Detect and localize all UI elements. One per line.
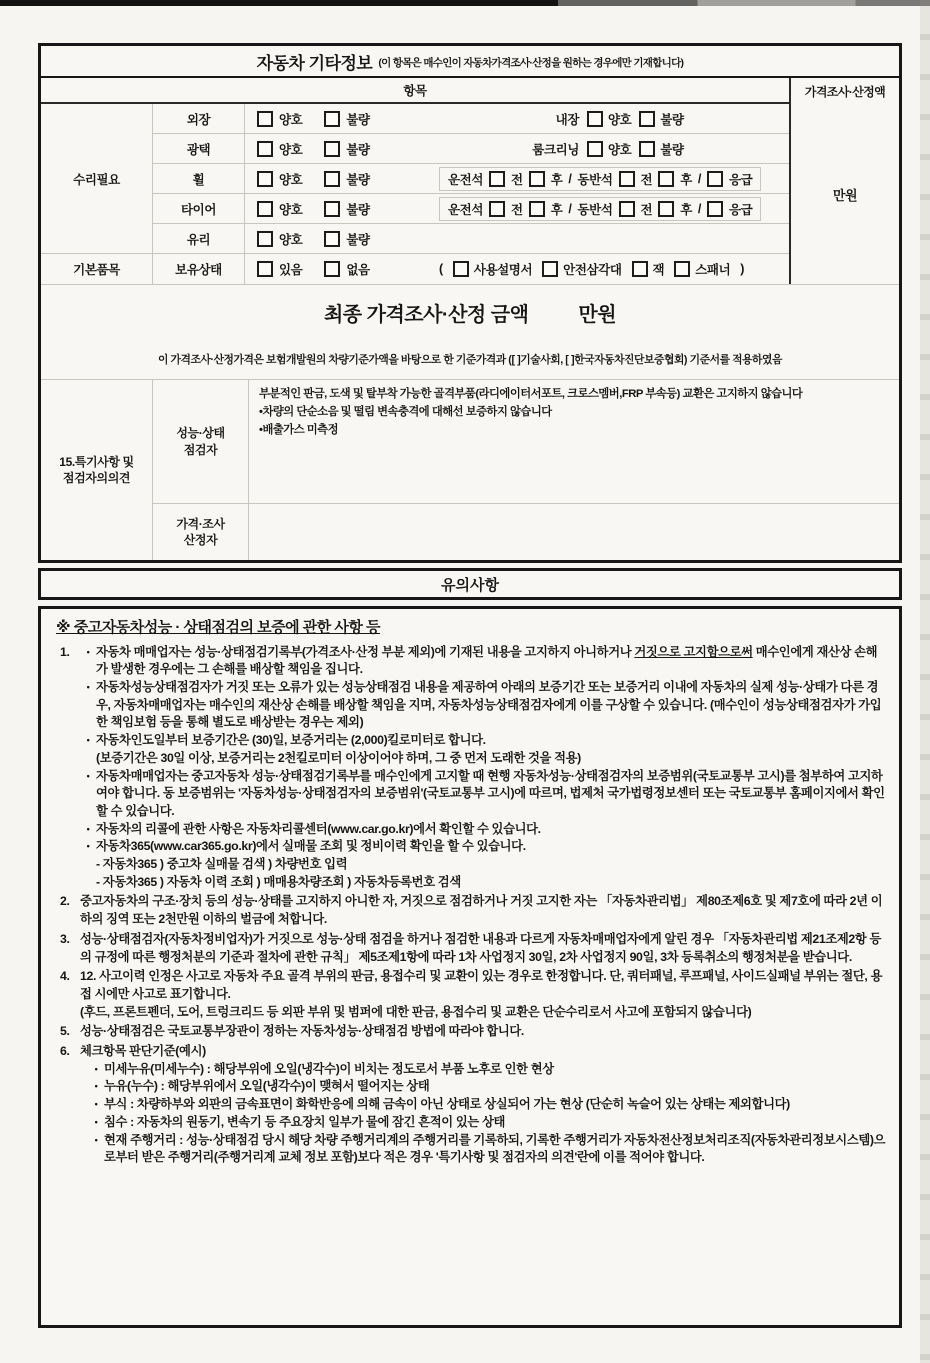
inspector-opinion-line: •배출가스 미측정 bbox=[259, 424, 338, 437]
checkbox-tire-bad bbox=[324, 201, 340, 217]
price-unit: 만원 bbox=[832, 187, 858, 203]
appraiser-label-line2: 산정자 bbox=[183, 533, 218, 547]
scan-edge-noise bbox=[920, 0, 930, 1363]
item-number: 6. bbox=[60, 1044, 70, 1059]
wheel-seat-options bbox=[439, 167, 761, 191]
table-title: 자동차 기타정보 bbox=[256, 53, 373, 73]
special-notes-row-label-line2: 점검자의의견 bbox=[62, 471, 131, 485]
bullet-text-underlined: 거짓으로 고지함으로써 bbox=[634, 644, 753, 659]
caution-bullet bbox=[80, 644, 886, 679]
inspector-opinion-line: 부분적인 판금, 도색 및 탈부착 가능한 골격부품(라디에이터서포트, 크로스멤버,FRP 부속등) 교환은 고지하지 않습니다 bbox=[259, 388, 803, 400]
table-title-row bbox=[41, 46, 899, 78]
caution-item-2 bbox=[54, 893, 886, 928]
row-options-exterior bbox=[245, 104, 789, 134]
option-label-bad: 불량 bbox=[346, 112, 370, 127]
seat-rear-label: 후 bbox=[680, 202, 692, 217]
bullet-icon: • bbox=[94, 1099, 98, 1110]
basic-item-spanner: 스패너 bbox=[695, 263, 731, 277]
checkbox-tire-emergency bbox=[707, 201, 723, 217]
checkbox-wheel-driver-front bbox=[489, 171, 505, 187]
checkbox-glass-good bbox=[257, 231, 273, 247]
seat-passenger-label: 동반석 bbox=[577, 202, 613, 217]
caution-heading bbox=[56, 617, 886, 639]
checkbox-tire-passenger-front bbox=[619, 201, 635, 217]
seat-driver-label: 운전석 bbox=[448, 172, 484, 187]
seat-passenger-label: 동반석 bbox=[577, 172, 613, 187]
bullet-icon: • bbox=[86, 735, 90, 746]
caution-bullet bbox=[80, 838, 886, 891]
checkbox-manual bbox=[453, 261, 469, 277]
checkbox-wheel-emergency bbox=[707, 171, 723, 187]
caution-bullet bbox=[80, 821, 886, 839]
slash-separator: / bbox=[697, 171, 701, 186]
bullet-text-part: 자동차인도일부터 보증기간은 (30)일, 보증거리는 (2,000)킬로미터로 합니다. bbox=[96, 733, 486, 748]
caution-bullet bbox=[80, 679, 886, 732]
row-label-holding: 보유상태 bbox=[153, 254, 245, 284]
checkbox-holding-have bbox=[257, 261, 273, 277]
document-sheet bbox=[38, 43, 902, 1328]
row-options-holding bbox=[245, 254, 789, 284]
checkbox-wheel-bad bbox=[324, 171, 340, 187]
inspector-opinion-cell bbox=[249, 380, 899, 504]
checkbox-safety-triangle bbox=[542, 261, 558, 277]
option-label-good: 양호 bbox=[279, 172, 303, 187]
item-text: 성능·상태점검은 국토교통부장관이 정하는 자동차성능·상태점검 방법에 따라야 합니다. bbox=[80, 1024, 524, 1039]
inspector-label-line1: 성능·상태 bbox=[176, 426, 225, 441]
caution-item-5 bbox=[54, 1023, 886, 1041]
caution-bullet bbox=[80, 768, 886, 821]
slash-separator: / bbox=[697, 201, 701, 216]
bullet-text-part: 자동차 매매업자는 성능·상태점검기록부(가격조사·산정 부분 제외)에 기재된 내용을 고지하지 아니하거나 bbox=[96, 644, 635, 659]
item-text-part: 12. 사고이력 인정은 사고로 자동차 주요 골격 부위의 판금, 용접수리 및 교환이 있는 경우로 한정합니다. 단, 쿼터패널, 루프패널, 사이드실패널 부위는 절단, 용접 시에만 사고로 표기합니다. bbox=[80, 969, 883, 1001]
tire-seat-options bbox=[439, 197, 761, 221]
row-options-glass bbox=[245, 224, 789, 254]
car365-path-1: - 자동차365 ) 중고차 실매물 검색 ) 차량번호 입력 bbox=[96, 857, 348, 872]
column-header-item: 항목 bbox=[41, 78, 789, 104]
seat-rear-label: 후 bbox=[550, 172, 563, 187]
appraiser-label-line1: 가격·조사 bbox=[176, 516, 225, 531]
car365-path-2: - 자동차365 ) 자동차 이력 조회 ) 매매용차량조회 ) 자동차등록번호 검색 bbox=[96, 874, 461, 889]
row-options-polish bbox=[245, 134, 789, 164]
item-text: 중고자동차의 구조·장치 등의 성능·상태를 고지하지 아니한 자, 거짓으로 점검하거나 거짓 고지한 자는 「자동차관리법」 제80조제6호 및 제7호에 따라 2년 이하의 징역 또는 2천만원 이하의 벌금에 처합니다. bbox=[80, 894, 883, 927]
option-label-good: 양호 bbox=[279, 112, 303, 127]
item-number: 3. bbox=[60, 931, 70, 946]
item-number: 1. bbox=[60, 644, 70, 659]
row-label-polish: 광택 bbox=[153, 134, 245, 164]
checkbox-interior-good bbox=[587, 111, 603, 127]
row-label-interior: 내장 bbox=[555, 112, 579, 127]
bullet-icon: • bbox=[86, 770, 90, 781]
special-notes-row-label bbox=[41, 380, 153, 560]
bullet-text: 미세누유(미세누수) : 해당부위에 오일(냉각수)이 비치는 정도로서 부품 노후로 인한 현상 bbox=[104, 1061, 554, 1076]
column-header-price: 가격조사·산정액 bbox=[804, 84, 886, 99]
price-basis-note: 이 가격조사·산정가격은 보험개발원의 차량기준가액을 바탕으로 한 기준가격과 ([ ]기술사회, [ ]한국자동차진단보증협회) 기준서를 적용하였음 bbox=[157, 353, 782, 366]
option-label-good: 양호 bbox=[279, 142, 303, 157]
bullet-text: 자동차매매업자는 중고자동차 성능·상태점검기록부를 매수인에게 고지할 때 현행 자동차성능·상태점검자의 보증범위(국토교통부 고시)를 첨부하여 고지하여야 합니다. 동 보증범위는 '자동차성능·상태점검자의 보증범위'(국토교통부 고시)에 따르며, 법제처 국가법령정보센터 또는 국토교통부 홈페이지에서 확인할 수 있습니다. bbox=[96, 768, 885, 818]
caution-band bbox=[38, 568, 902, 600]
caution-item-3 bbox=[54, 931, 886, 966]
bullet-text-part: 매수인에게 재산상 손해가 발생한 경우에는 그 손해를 배상할 책임을 집니다. bbox=[96, 644, 878, 677]
bullet-icon: • bbox=[86, 841, 90, 852]
final-price-row bbox=[41, 284, 899, 339]
criteria-bullet bbox=[80, 1096, 886, 1114]
option-label-bad: 불량 bbox=[660, 112, 684, 127]
checkbox-wheel-driver-rear bbox=[529, 171, 545, 187]
checkbox-tire-good bbox=[257, 201, 273, 217]
option-label-good: 양호 bbox=[279, 202, 303, 217]
checkbox-exterior-bad bbox=[324, 111, 340, 127]
option-label-none: 없음 bbox=[346, 263, 370, 277]
checkbox-tire-driver-front bbox=[489, 201, 505, 217]
bullet-icon: • bbox=[86, 823, 90, 834]
seat-front-label: 전 bbox=[640, 202, 653, 217]
bullet-icon: • bbox=[94, 1116, 98, 1127]
row-label-room-cleaning: 룸크리닝 bbox=[532, 142, 579, 157]
seat-driver-label: 운전석 bbox=[448, 202, 484, 217]
bullet-icon: • bbox=[94, 1134, 98, 1145]
caution-item-1 bbox=[54, 644, 886, 892]
seat-rear-label: 후 bbox=[550, 202, 563, 217]
item-number: 4. bbox=[60, 969, 70, 984]
row-label-tire: 타이어 bbox=[153, 194, 245, 224]
inspector-label-line2: 점검자 bbox=[183, 442, 218, 457]
checkbox-grid bbox=[41, 78, 899, 284]
bullet-icon: • bbox=[94, 1081, 98, 1092]
caution-band-title: 유의사항 bbox=[441, 576, 499, 594]
checkbox-polish-good bbox=[257, 141, 273, 157]
caution-box bbox=[38, 606, 902, 1328]
item-number: 5. bbox=[60, 1024, 70, 1039]
row-label-glass: 유리 bbox=[153, 224, 245, 254]
seat-front-label: 전 bbox=[511, 202, 523, 217]
bullet-text: 부식 : 차량하부와 외판의 금속표면이 화학반응에 의해 금속이 아닌 상태로 상실되어 가는 현상 (단순히 녹슬어 있는 상태는 제외합니다) bbox=[104, 1097, 790, 1112]
final-price-unit: 만원 bbox=[578, 303, 617, 326]
item-text: 성능·상태점검자(자동차정비업자)가 거짓으로 성능·상태 점검을 하거나 점검한 내용과 다르게 자동차매매업자에게 알린 경우 「자동차관리법 제21조제2항 등의 규정에 따른 행정처분의 기준과 절차에 관한 규칙」 제5조제1항에 따라 1차 사업정지 30일, 2차 사업정지 90일, 3차 등록취소의 행정처분을 받습니다. bbox=[80, 931, 882, 964]
checkbox-tire-driver-rear bbox=[529, 201, 545, 217]
item-sub-note: (후드, 프론트펜더, 도어, 트렁크리드 등 외판 부위 및 범퍼에 대한 판금, 용접수리 및 교환은 단순수리로서 사고에 포함되지 않습니다) bbox=[80, 1004, 752, 1019]
bullet-text: 침수 : 자동차의 원동기, 변속기 등 주요장치 일부가 물에 잠긴 흔적이 있는 상태 bbox=[104, 1114, 506, 1129]
emergency-label: 응급 bbox=[728, 172, 753, 187]
group-label-repair-needed: 수리필요 bbox=[41, 104, 153, 254]
caution-bullet bbox=[80, 732, 886, 767]
bullet-icon: • bbox=[94, 1063, 98, 1074]
row-options-wheel bbox=[245, 164, 789, 194]
option-label-bad: 불량 bbox=[660, 142, 684, 157]
slash-separator: / bbox=[568, 171, 572, 186]
checkbox-polish-bad bbox=[324, 141, 340, 157]
checkbox-wheel-passenger-front bbox=[619, 171, 635, 187]
paren-close: ) bbox=[740, 262, 745, 276]
checkbox-wheel-passenger-rear bbox=[658, 171, 674, 187]
bullet-icon: • bbox=[86, 682, 90, 692]
basic-item-manual: 사용설명서 bbox=[473, 263, 533, 277]
inspector-label bbox=[153, 380, 249, 504]
inspector-opinion-line: •차량의 단순소음 및 떨림 변속충격에 대해선 보증하지 않습니다 bbox=[259, 406, 552, 419]
bullet-text: 현재 주행거리 : 성능·상태점검 당시 해당 차량 주행거리계의 주행거리를 기록하되, 기록한 주행거리가 자동차전산정보처리조직(자동차관리정보시스템)으로부터 받은 주행거리(주행거리계 교체 정보 포함)보다 적은 경우 '특기사항 및 점검자의 의견'란에 이를 적어야 합니다. bbox=[104, 1132, 886, 1165]
final-price-title: 최종 가격조사·산정 금액 bbox=[323, 303, 529, 326]
option-label-good: 양호 bbox=[279, 232, 303, 247]
special-notes-row-label-line1: 15.특기사항 및 bbox=[59, 454, 134, 469]
checkbox-room-cleaning-good bbox=[587, 141, 603, 157]
caution-item-4 bbox=[54, 968, 886, 1021]
checkbox-wheel-good bbox=[257, 171, 273, 187]
checkbox-holding-none bbox=[324, 261, 340, 277]
row-label-exterior: 외장 bbox=[153, 104, 245, 134]
criteria-bullet bbox=[80, 1061, 886, 1079]
price-column bbox=[789, 78, 899, 284]
scan-top-bar bbox=[0, 0, 930, 6]
checkbox-glass-bad bbox=[324, 231, 340, 247]
seat-rear-label: 후 bbox=[680, 172, 692, 187]
option-label-bad: 불량 bbox=[346, 142, 370, 157]
group-label-basic-items: 기본품목 bbox=[41, 254, 153, 284]
seat-front-label: 전 bbox=[640, 172, 653, 187]
emergency-label: 응급 bbox=[728, 202, 753, 217]
seat-front-label: 전 bbox=[511, 172, 523, 187]
option-label-good: 양호 bbox=[608, 112, 632, 127]
slash-separator: / bbox=[568, 201, 572, 216]
criteria-bullet bbox=[80, 1132, 886, 1167]
item-text bbox=[80, 968, 886, 1021]
option-label-have: 있음 bbox=[279, 263, 303, 277]
special-notes-section bbox=[41, 379, 899, 560]
bullet-text bbox=[96, 644, 886, 679]
paren-open: ( bbox=[439, 262, 443, 276]
item-number: 2. bbox=[60, 894, 70, 909]
basic-item-safety-triangle: 안전삼각대 bbox=[563, 263, 622, 277]
caution-heading-text: ※ 중고자동차성능 · 상태점검의 보증에 관한 사항 등 bbox=[56, 619, 381, 636]
option-label-bad: 불량 bbox=[346, 232, 370, 247]
bullet-sub-note: (보증기간은 30일 이상, 보증거리는 2천킬로미터 이상이어야 하며, 그 중 먼저 도래한 것을 적용) bbox=[96, 750, 581, 765]
row-label-wheel: 휠 bbox=[153, 164, 245, 194]
row-options-tire bbox=[245, 194, 789, 224]
caution-item-6 bbox=[54, 1043, 886, 1167]
vehicle-other-info-table bbox=[38, 43, 902, 563]
checkbox-jack bbox=[632, 261, 648, 277]
appraiser-label bbox=[153, 504, 249, 560]
bullet-text: 자동차의 리콜에 관한 사항은 자동차리콜센터(www.car.go.kr)에서 확인할 수 있습니다. bbox=[96, 821, 541, 836]
bullet-text: 누유(누수) : 해당부위에서 오일(냉각수)이 맺혀서 떨어지는 상태 bbox=[104, 1079, 430, 1094]
bullet-text bbox=[96, 732, 581, 767]
option-label-bad: 불량 bbox=[346, 202, 370, 217]
bullet-icon: • bbox=[86, 646, 90, 657]
bullet-text bbox=[96, 838, 526, 891]
checkbox-interior-bad bbox=[639, 111, 655, 127]
checkbox-exterior-good bbox=[257, 111, 273, 127]
basic-item-jack: 잭 bbox=[652, 263, 665, 277]
option-label-bad: 불량 bbox=[346, 172, 370, 187]
basic-items-list bbox=[439, 260, 744, 278]
appraiser-opinion-cell bbox=[249, 504, 899, 560]
bullet-text: 자동차성능상태점검자가 거짓 또는 오류가 있는 성능상태점검 내용을 제공하여 아래의 보증기간 또는 보증거리 이내에 자동차의 실제 성능·상태가 다른 경우, 자동차매매업자는 매수인의 재산상 손해를 배상할 책임을 지며, 자동차성능상태점검자에게 이를 구상할 수 있습니다. (매수인이 성능상태점검자가 가입한 책임보험 등을 통해 별도로 배상받는 경우는 제외) bbox=[96, 680, 882, 730]
criteria-bullet bbox=[80, 1078, 886, 1096]
checkbox-tire-passenger-rear bbox=[658, 201, 674, 217]
option-label-good: 양호 bbox=[608, 142, 632, 157]
table-title-note: (이 항목은 매수인이 자동차가격조사·산정을 원하는 경우에만 기재합니다) bbox=[378, 56, 684, 69]
bullet-text-part: 자동차365(www.car365.go.kr)에서 실매물 조회 및 정비이력 확인을 할 수 있습니다. bbox=[96, 839, 526, 854]
item-title: 체크항목 판단기준(예시) bbox=[80, 1044, 206, 1059]
criteria-bullet bbox=[80, 1114, 886, 1132]
checkbox-spanner bbox=[674, 261, 690, 277]
checkbox-room-cleaning-bad bbox=[639, 141, 655, 157]
